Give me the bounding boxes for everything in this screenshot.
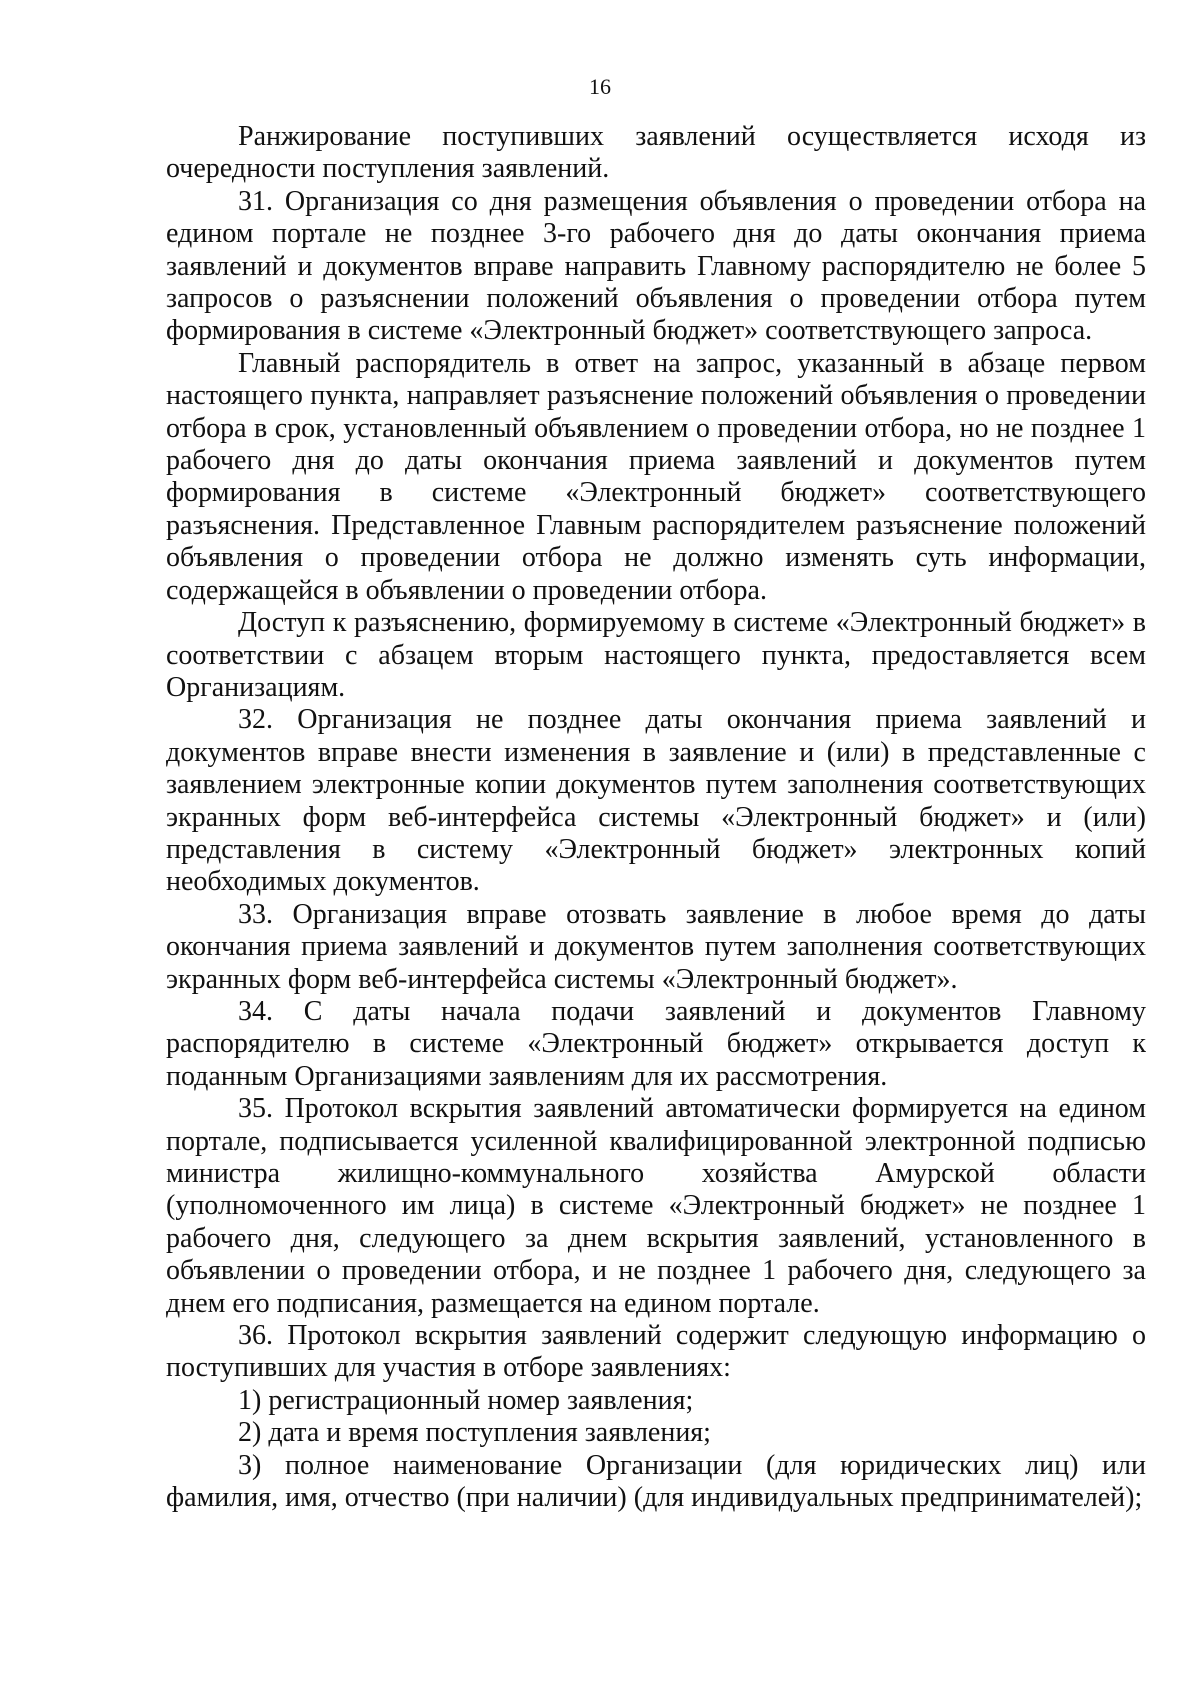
paragraph-ranking: Ранжирование поступивших заявлений осуществляется исходя из очередности поступления заявлений. (166, 121, 1146, 185)
paragraph-31: 31. Организация со дня размещения объявления о проведении отбора на едином портале не позднее 3-го рабочего дня до даты окончания приема заявлений и документов вправе направить Главному распорядителю не более 5 запросов о разъяснении положений объявления о проведении отбора путем формирования в системе «Электронный бюджет» соответствующего запроса. (166, 185, 1146, 347)
list-item-2: 2) дата и время поступления заявления; (238, 1417, 711, 1449)
paragraph-31-response: Главный распорядитель в ответ на запрос, указанный в абзаце первом настоящего пункта, направляет разъяснение положений объявления о проведении отбора в срок, установленный объявлением о проведении отбора, но не позднее 1 рабочего дня до даты окончания приема заявлений и документов путем формирования в системе «Электронный бюджет» соответствующего разъяснения. Представленное Главным распорядителем разъяснение положений объявления о проведении отбора не должно изменять суть информации, содержащейся в объявлении о проведении отбора. (166, 347, 1146, 606)
page-number: 16 (589, 74, 611, 99)
paragraph-34: 34. С даты начала подачи заявлений и документов Главному распорядителю в системе «Электронный бюджет» открывается доступ к поданным Организациями заявлениям для их рассмотрения. (166, 995, 1146, 1092)
document-body (166, 121, 1146, 1514)
paragraph-32: 32. Организация не позднее даты окончания приема заявлений и документов вправе внести изменения в заявление и (или) в представленные с заявлением электронные копии документов путем заполнения соответствующих экранных форм веб-интерфейса системы «Электронный бюджет» и (или) представления в систему «Электронный бюджет» электронных копий необходимых документов. (166, 704, 1146, 898)
list-item-3: 3) полное наименование Организации (для юридических лиц) или фамилия, имя, отчество (при наличии) (для индивидуальных предпринимателей); (166, 1449, 1146, 1514)
paragraph-36: 36. Протокол вскрытия заявлений содержит следующую информацию о поступивших для участия в отборе заявлениях: (166, 1320, 1146, 1384)
list-item-1: 1) регистрационный номер заявления; (238, 1384, 694, 1416)
paragraph-31-access: Доступ к разъяснению, формируемому в системе «Электронный бюджет» в соответствии с абзацем вторым настоящего пункта, предоставляется всем Организациям. (166, 607, 1146, 703)
paragraph-33: 33. Организация вправе отозвать заявление в любое время до даты окончания приема заявлений и документов путем заполнения соответствующих экранных форм веб-интерфейса системы «Электронный бюджет». (166, 898, 1146, 995)
paragraph-35: 35. Протокол вскрытия заявлений автоматически формируется на едином портале, подписывается усиленной квалифицированной электронной подписью министра жилищно-коммунального хозяйства Амурской области (уполномоченного им лица) в системе «Электронный бюджет» не позднее 1 рабочего дня, следующего за днем вскрытия заявлений, установленного в объявлении о проведении отбора, и не позднее 1 рабочего дня, следующего за днем его подписания, размещается на едином портале. (166, 1093, 1146, 1319)
